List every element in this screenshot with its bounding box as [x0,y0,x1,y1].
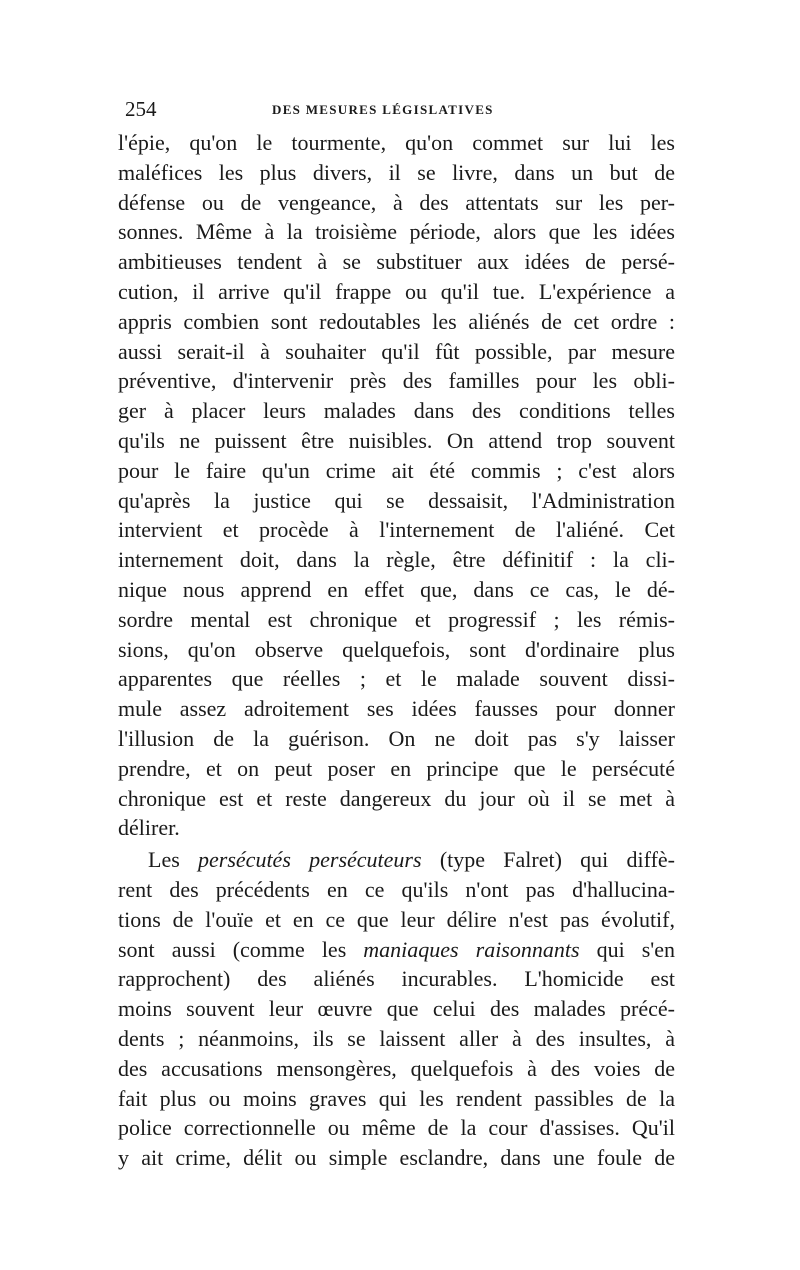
text-line: rent des précédents en ce qu'ils n'ont pas d'hallucina- [118,876,675,902]
text-line: maléfices les plus divers, il se livre, dans un but de [118,159,675,185]
text-line: sonnes. Même à la troisième période, alors que les idées [118,219,675,245]
text-line: y ait crime, délit ou simple esclandre, dans une foule de [118,1145,675,1171]
text-line: apparentes que réelles ; et le malade souvent dissi- [118,666,675,692]
text-line: intervient et procède à l'internement de l'aliéné. Cet [118,517,675,543]
text-line: cution, il arrive qu'il frappe ou qu'il tue. L'expérience a [118,278,675,304]
text-line: police correctionnelle ou même de la cour d'assises. Qu'il [118,1115,675,1141]
italic-term: maniaques raisonnants [363,936,580,962]
page-header [125,97,680,121]
text-line: aussi serait-il à souhaiter qu'il fût possible, par mesure [118,338,675,364]
text-line: ambitieuses tendent à se substituer aux idées de persé- [118,249,675,275]
text-line: l'illusion de la guérison. On ne doit pas s'y laisser [118,725,675,751]
text-line: appris combien sont redoutables les aliénés de cet ordre : [118,308,675,334]
text-line [118,845,675,875]
text-line: prendre, et on peut poser en principe que le persécuté [118,755,675,781]
page-number: 254 [125,97,157,121]
text-line: tions de l'ouïe et en ce que leur délire n'est pas évolutif, [118,906,675,932]
text-line: internement doit, dans la règle, être définitif : la cli- [118,547,675,573]
text-run: Les [148,847,199,873]
text-line: pour le faire qu'un crime ait été commis ; c'est alors [118,457,675,483]
text-line: qu'après la justice qui se dessaisit, l'Administration [118,487,675,513]
text-run: sont aussi (comme les [118,936,364,962]
text-line: sordre mental est chronique et progressif ; les rémis- [118,606,675,632]
text-line: des accusations mensongères, quelquefois à des voies de [118,1055,675,1081]
text-line: dents ; néanmoins, ils se laissent aller à des insultes, à [118,1025,675,1051]
text-line: qu'ils ne puissent être nuisibles. On attend trop souvent [118,427,675,453]
text-line: défense ou de vengeance, à des attentats sur les per- [118,189,675,215]
text-line [118,935,675,965]
text-run: (type Falret) qui diffè- [421,847,675,873]
text-line: sions, qu'on observe quelquefois, sont d'ordinaire plus [118,636,675,662]
text-line: préventive, d'intervenir près des familles pour les obli- [118,368,675,394]
text-line: nique nous apprend en effet que, dans ce cas, le dé- [118,576,675,602]
text-line: mule assez adroitement ses idées fausses pour donner [118,696,675,722]
text-line: moins souvent leur œuvre que celui des malades précé- [118,996,675,1022]
text-run: qui s'en [579,936,675,962]
text-line: ger à placer leurs malades dans des conditions telles [118,398,675,424]
text-line: rapprochent) des aliénés incurables. L'homicide est [118,966,675,992]
italic-term: persécutés persécuteurs [198,847,422,873]
paragraph-2 [118,845,675,1173]
text-line: l'épie, qu'on le tourmente, qu'on commet sur lui les [118,130,675,155]
paragraph-1 [118,128,675,843]
page-body [118,128,675,1173]
running-title: DES MESURES LÉGISLATIVES [272,102,494,117]
text-line: fait plus ou moins graves qui les rendent passibles de la [118,1085,675,1111]
text-line: chronique est et reste dangereux du jour où il se met à [118,785,675,811]
text-line: délirer. [118,815,180,841]
